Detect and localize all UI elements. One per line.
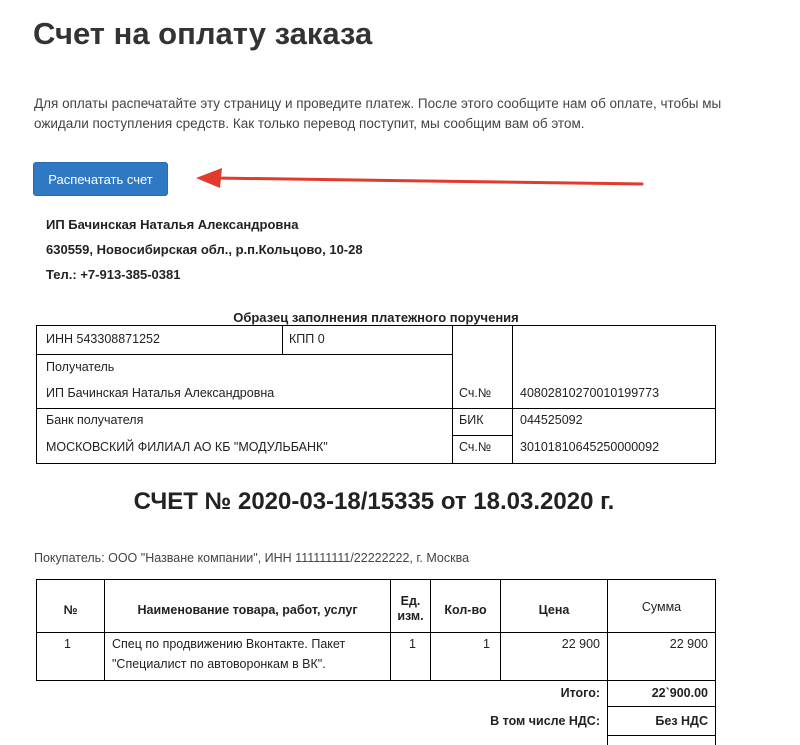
col-header-price: Цена <box>538 603 570 617</box>
page-title: Счет на оплату заказа <box>33 16 373 51</box>
col-header-unit-2: изм. <box>397 609 424 623</box>
recipient-label: Получатель <box>46 360 115 374</box>
col-header-name: Наименование товара, работ, услуг <box>137 603 358 617</box>
kpp-value: КПП 0 <box>289 332 325 346</box>
corr-account-label: Сч.№ <box>459 440 492 454</box>
seller-name: ИП Бачинская Наталья Александровна <box>46 217 299 232</box>
corr-account-number: 30101810645250000092 <box>520 440 660 454</box>
bank-name: МОСКОВСКИЙ ФИЛИАЛ АО КБ "МОДУЛЬБАНК" <box>46 440 328 454</box>
vat-label: В том числе НДС: <box>490 714 600 728</box>
bank-label: Банк получателя <box>46 413 144 427</box>
col-header-qty: Кол-во <box>444 603 487 617</box>
account-label: Сч.№ <box>459 386 492 400</box>
intro-text: Для оплаты распечатайте эту страницу и проведите платеж. После этого сообщите нам об оплате, чтобы мы ожидали поступления средств. Как только перевод поступит, мы сообщим вам об этом. <box>34 96 722 131</box>
seller-phone: Тел.: +7-913-385-0381 <box>46 267 181 282</box>
vat-value: Без НДС <box>655 714 708 728</box>
inn-value: ИНН 543308871252 <box>46 332 160 346</box>
total-value: 22`900.00 <box>651 686 708 700</box>
red-arrow-icon <box>190 160 650 200</box>
col-header-sum: Сумма <box>641 600 682 614</box>
total-label: Итого: <box>560 686 600 700</box>
account-number: 40802810270010199773 <box>520 386 660 400</box>
bik-label: БИК <box>459 413 484 427</box>
print-invoice-button[interactable]: Распечатать счет <box>33 162 168 196</box>
buyer-info: Покупатель: ООО "Назване компании", ИНН 111111111/22222222, г. Москва <box>34 551 470 565</box>
row-price: 22 900 <box>561 637 600 651</box>
row-qty: 1 <box>483 637 490 651</box>
bik-value: 044525092 <box>520 413 583 427</box>
seller-address: 630559, Новосибирская обл., р.п.Кольцово, 10-28 <box>46 242 363 257</box>
row-name-line2: "Специалист по автоворонкам в ВК". <box>112 657 326 671</box>
col-header-unit-1: Ед. <box>400 594 421 608</box>
invoice-title: СЧЕТ № 2020-03-18/15335 от 18.03.2020 г. <box>133 488 615 515</box>
recipient-name: ИП Бачинская Наталья Александровна <box>46 386 275 400</box>
row-num: 1 <box>64 637 71 651</box>
row-unit: 1 <box>409 637 416 651</box>
row-sum: 22 900 <box>669 637 708 651</box>
row-name-line1: Спец по продвижению Вконтакте. Пакет <box>112 637 346 651</box>
payment-sample-title: Образец заполнения платежного поручения <box>233 310 519 325</box>
col-header-num: № <box>63 603 78 617</box>
